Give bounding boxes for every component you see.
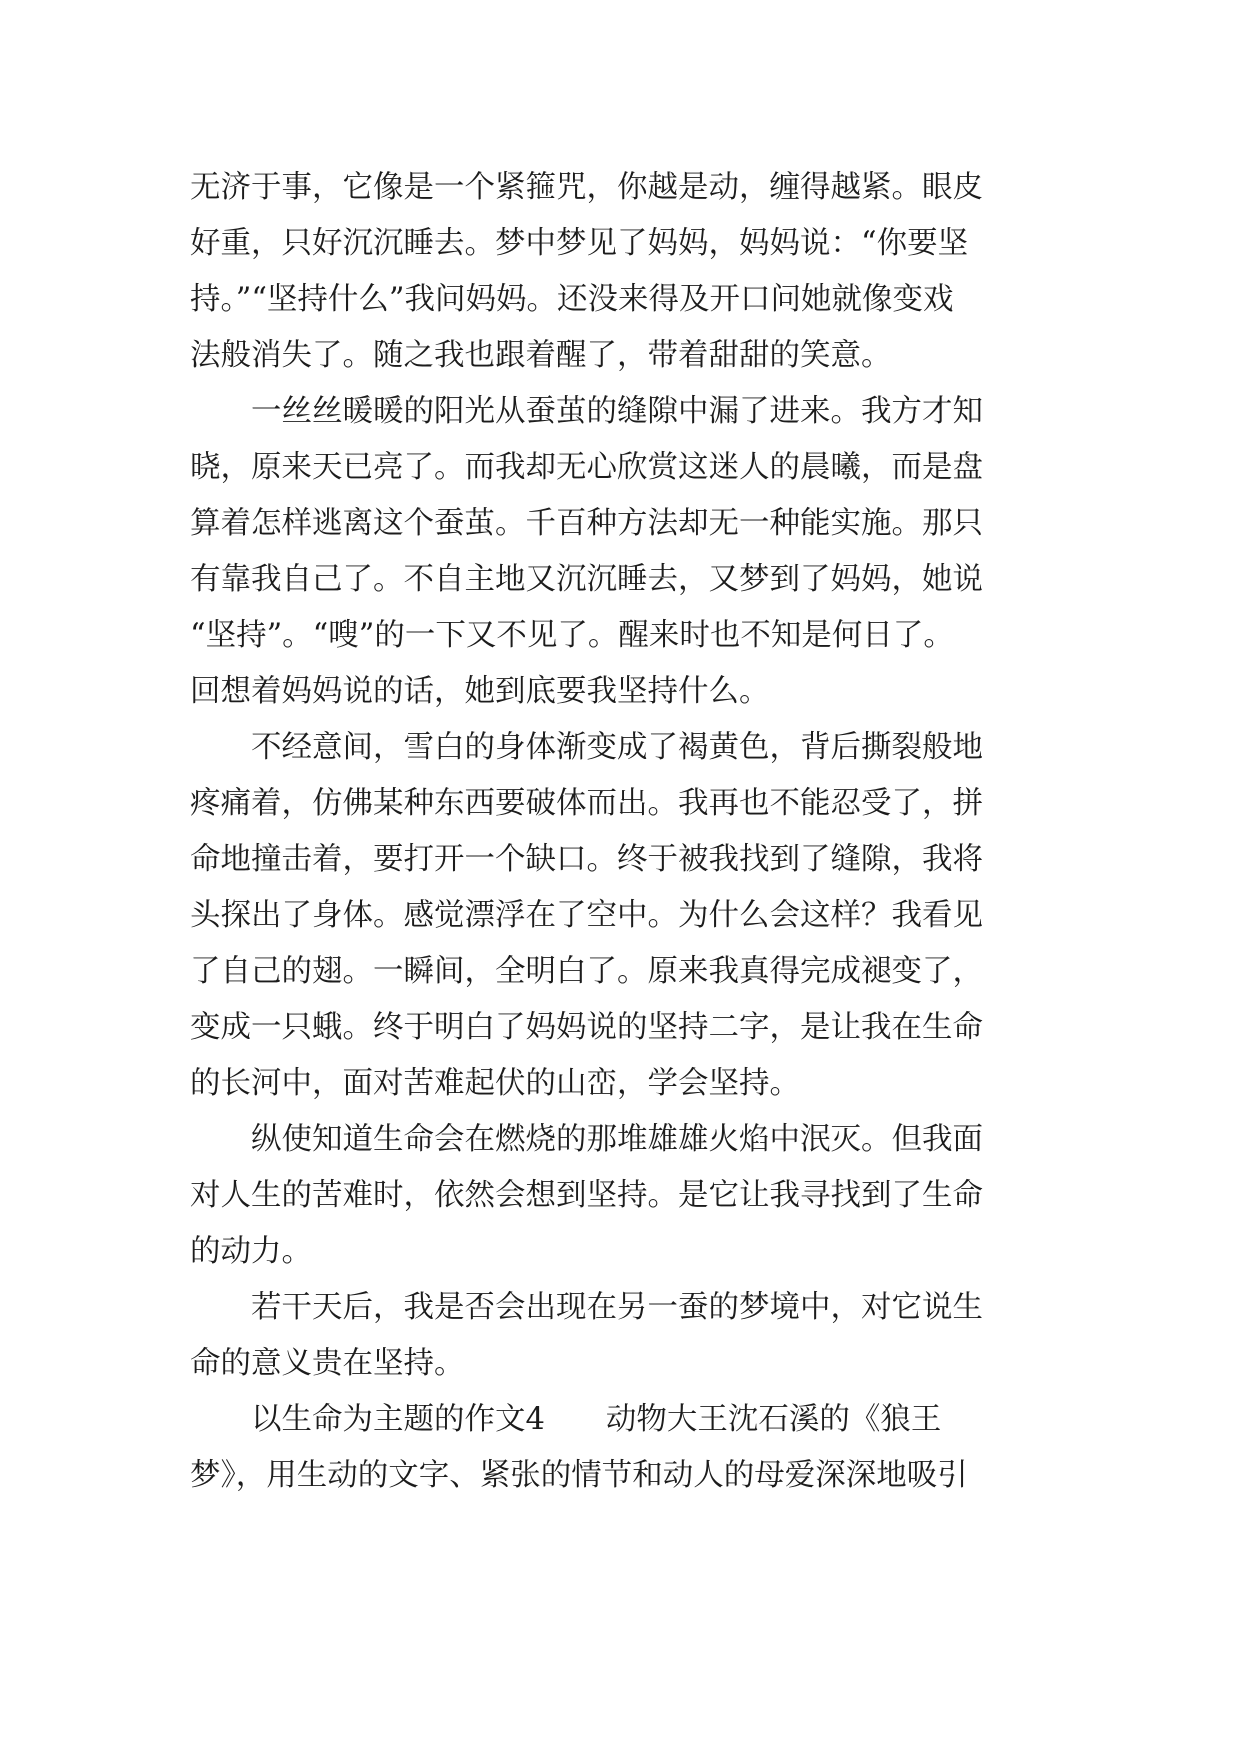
text-line: 一丝丝暖暖的阳光从蚕茧的缝隙中漏了进来。我方才知: [190, 394, 983, 429]
text-line: 法般消失了。随之我也跟着醒了，带着甜甜的笑意。: [190, 338, 892, 373]
text-line: 纵使知道生命会在燃烧的那堆雄雄火焰中泯灭。但我面: [190, 1122, 983, 1157]
text-line: 梦》，用生动的文字、紧张的情节和动人的母爱深深地吸引: [190, 1458, 968, 1493]
text-line: 了自己的翅。一瞬间，全明白了。原来我真得完成褪变了，: [190, 954, 983, 989]
text-line: 算着怎样逃离这个蚕茧。千百种方法却无一种能实施。那只: [190, 506, 983, 541]
text-line: 以生命为主题的作文4 动物大王沈石溪的《狼王: [190, 1402, 942, 1437]
text-line: 疼痛着，仿佛某种东西要破体而出。我再也不能忍受了，拼: [190, 786, 983, 821]
text-line: 变成一只蛾。终于明白了妈妈说的坚持二字，是让我在生命: [190, 1010, 983, 1045]
text-line: 有靠我自己了。不自主地又沉沉睡去，又梦到了妈妈，她说: [190, 562, 983, 597]
text-line: 命的意义贵在坚持。: [190, 1346, 465, 1381]
text-line: 的动力。: [190, 1234, 312, 1269]
text-line: “坚持”。“嗖”的一下又不见了。醒来时也不知是何日了。: [190, 618, 954, 653]
body-text: [190, 160, 1060, 1504]
text-line: 头探出了身体。感觉漂浮在了空中。为什么会这样？我看见: [190, 898, 983, 933]
text-line: 持。”“坚持什么”我问妈妈。还没来得及开口问她就像变戏: [190, 282, 954, 317]
text-line: 若干天后，我是否会出现在另一蚕的梦境中，对它说生: [190, 1290, 983, 1325]
text-line: 晓，原来天已亮了。而我却无心欣赏这迷人的晨曦，而是盘: [190, 450, 983, 485]
text-line: 好重，只好沉沉睡去。梦中梦见了妈妈，妈妈说：“你要坚: [190, 226, 969, 261]
text-line: 的长河中，面对苦难起伏的山峦，学会坚持。: [190, 1066, 800, 1101]
text-line: 回想着妈妈说的话，她到底要我坚持什么。: [190, 674, 770, 709]
text-line: 不经意间，雪白的身体渐变成了褐黄色，背后撕裂般地: [190, 730, 983, 765]
text-line: 无济于事，它像是一个紧箍咒，你越是动，缠得越紧。眼皮: [190, 170, 983, 205]
text-line: 对人生的苦难时，依然会想到坚持。是它让我寻找到了生命: [190, 1178, 983, 1213]
text-line: 命地撞击着，要打开一个缺口。终于被我找到了缝隙，我将: [190, 842, 983, 877]
